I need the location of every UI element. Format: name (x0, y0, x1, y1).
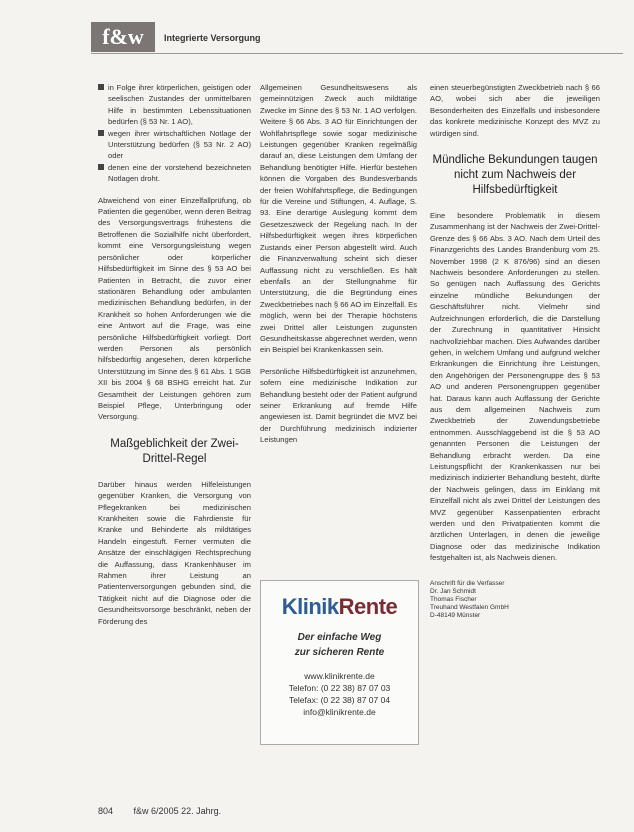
column-2 (260, 82, 417, 446)
body-paragraph: Abweichend von einer Einzelfallprüfung, ob Patienten die gegenüber, wenn deren Beitrag des Versorgungsvertrags frühestens die Betroffenen die Sozialhilfe nicht überfordert, kommt eine Versorgungsleistung wegen persönlicher oder körperlicher Hilfsbedürftigkeit im Sinne des § 53 AO bei Patienten in Betracht, die zuvor einer stationären Behandlung oder ambulanten medizinischen Behandlung bedürfen, in der Krankheit so hohen Anforderungen wie die eine Antwort auf die Frage, was eine persönliche Hilfsbedürftigkeit vorliegt. Dort werden Personen als persönlich hilfsbedürftig angesehen, deren körperliche Unterstützung im Sinne des § 61 Abs. 1 SGB XII bis 2004 § 68 BSHG erreicht hat. Zur Gesamtheit der Leistungen gehören zum Beispiel Pflege, Unterbringung oder Versorgung. (98, 195, 251, 422)
ad-email-link[interactable]: info@klinikrente.de (303, 707, 376, 717)
magazine-logo: f&w (91, 22, 155, 52)
ad-phone: Telefon: (0 22 38) 87 07 03 (288, 683, 391, 693)
ad-slogan: Der einfache Weg zur sicheren Rente (294, 632, 385, 658)
bullet-square-icon (98, 84, 104, 90)
journal-issue: f&w 6/2005 22. Jahrg. (133, 806, 222, 816)
body-paragraph: Persönliche Hilfsbedürftigkeit ist anzunehmen, sofern eine medizinische Indikation zur Behandlung besteht oder der Patient aufgrund seiner Erkrankung auf fremde Hilfe angewiesen ist. Damit begründet die MVZ bei der Durchführung medizinisch indizierter Leistungen (260, 366, 417, 445)
page-number: 804 (98, 806, 114, 816)
ad-fax: Telefax: (0 22 38) 87 07 04 (288, 695, 391, 705)
ad-website-link[interactable]: www.klinikrente.de (304, 671, 375, 681)
page-footer (98, 806, 239, 816)
body-paragraph: Darüber hinaus werden Hilfeleistungen gegenüber Kranken, die Versorgung von Pflegekranken bei medizinischen Krankheiten sowie die Fahrdienste für Kranke und Behinderte als mildtätiges Handeln eingestuft. Ferner vermuten die Ansätze der einschlägigen Rechtsprechung die Auffassung, dass Krankenhäuser im Rahmen ihrer Leistung an Patientenversorgungen gebunden sind, die Tätigkeit nicht auf die Diagnose oder die Gesundheitsvorsorge beschränkt, neben der Förderung des (98, 479, 251, 626)
body-paragraph: Eine besondere Problematik in diesem Zusammenhang ist der Nachweis der Zwei-Drittel-Grenze des § 66 Abs. 3 AO. Nach dem Urteil des Finanzgerichts des Landes Brandenburg vom 25. November 1998 (2 K 876/96) sind an diesen Nachweis besondere Anforderungen zu stellen. So genügen nach Auffassung des Gerichts einzelne mündliche Bekundungen der Geschäftsführer nicht. Vielmehr sind Aufzeichnungen erforderlich, die die Darstellung der Zurechnung in quantitativer Hinsicht nachvollziehbar machen. Dies Aufwandes darüber gehen, in welchem Umfang und aufgrund welcher Erkrankungen die Einrichtung ihre Leistungen, den Angehörigen der Personengruppe des § 53 AO und anderen Personengruppen gegenüber hat. Daraus kann auch Auffassung der Gerichte aus dem allgemeinen Nachweis zum Zweckbetrieb der Zuwendungsbetriebe entnommen. Ausschlaggebend ist die § 53 AO genannten Personen die Leistungen der Behandlung erbracht werden. Da eine Leistungspflicht der Krankenkassen nur bei medizinisch indizierter Behandlung besteht, dürfte der Nachweis gelingen, dass im Einklang mit Einzelfall nicht als zwei Drittel der Leistungen des MVZ gegenüber Kassenpatienten erbracht werden und den Privatpatienten kommt die ärztlichen Unterlagen, in denen die jeweilige Diagnose oder das medizinische Indikation festgehalten ist, als Nachweis dienen. (430, 211, 600, 563)
subheading: Mündliche Bekundungen taugen nicht zum Nachweis der Hilfsbedürftigkeit (432, 154, 598, 197)
body-paragraph: Allgemeinen Gesundheitswesens als gemeinnützigen Zweck auch mildtätige Zwecke im Sinne des § 53 Nr. 1 AO verfolgen. Weitere § 66 Abs. 3 AO für Einrichtungen der Wohlfahrtspflege sowie sogar medizinische Leistungen gegenüber Kranken regelmäßig darauf an, diese Leistungen dem Umfang der Behandlung benötigter Hilfe. Hierfür bestehen können die Vorgaben des Bundesverbands der freien Wohlfahrtspflege, die Bedingungen für die Vereine und Stiftungen, 4. Auflage, S. 93. Eine derartige Auslegung kommt dem Gesetzeszweck der Regelung nach. In der Hilfsbedürftigkeit wegen ihres körperlichen Zustands einer Person abgestellt wird. Auch die Finanzverwaltung scheint sich dieser Auffassung nicht zu verschließen. Es hält ebenfalls an der Stellungnahme für Unterstützung, die die Begründung eines Zweckbetriebes nach § 66 AO im Einzelfall. Es möglich, wenn bei der Therapie höchstens zwei Drittel aller Leistungen zugunsten Gesundheitskasse abgerechnet werden, wenn ein Beispiel bei Krankenkassen sein. (260, 83, 418, 355)
klinikrente-advertisement (260, 580, 419, 745)
section-title: Integrierte Versorgung (164, 33, 261, 43)
column-1 (98, 82, 251, 627)
bullet-square-icon (98, 130, 104, 136)
body-paragraph: einen steuerbegünstigten Zweckbetrieb nach § 66 AO, wobei sich aber die jeweiligen Besonderheiten des Einzelfalls und insbesondere das konkrete medizinische Konzept des MVZ zu würdigen sind. (430, 83, 600, 138)
subheading: Maßgeblichkeit der Zwei-Drittel-Regel (110, 437, 239, 465)
bullet-item: denen eine der vorstehend bezeichneten Notlagen droht. (98, 162, 251, 185)
ad-brand-logo: KlinikRente (281, 594, 398, 619)
bullet-item: in Folge ihrer körperlichen, geistigen oder seelischen Zustandes der unmittelbaren Hilfe in bestimmten Lebenssituationen bedürfen (§ 53 Nr. 1 AO), (98, 82, 251, 128)
author-address: Anschrift für die Verfasser Dr. Jan Schmidt Thomas Fischer Treuhand Westfalen GmbH D-48149 Münster (430, 579, 509, 619)
header-divider (91, 53, 623, 54)
column-3 (430, 82, 600, 620)
ad-contact (261, 670, 418, 718)
bullet-item: wegen ihrer wirtschaftlichen Notlage der Unterstützung bedürfen (§ 53 Nr. 2 AO) oder (98, 128, 251, 162)
bullet-square-icon (98, 164, 104, 170)
